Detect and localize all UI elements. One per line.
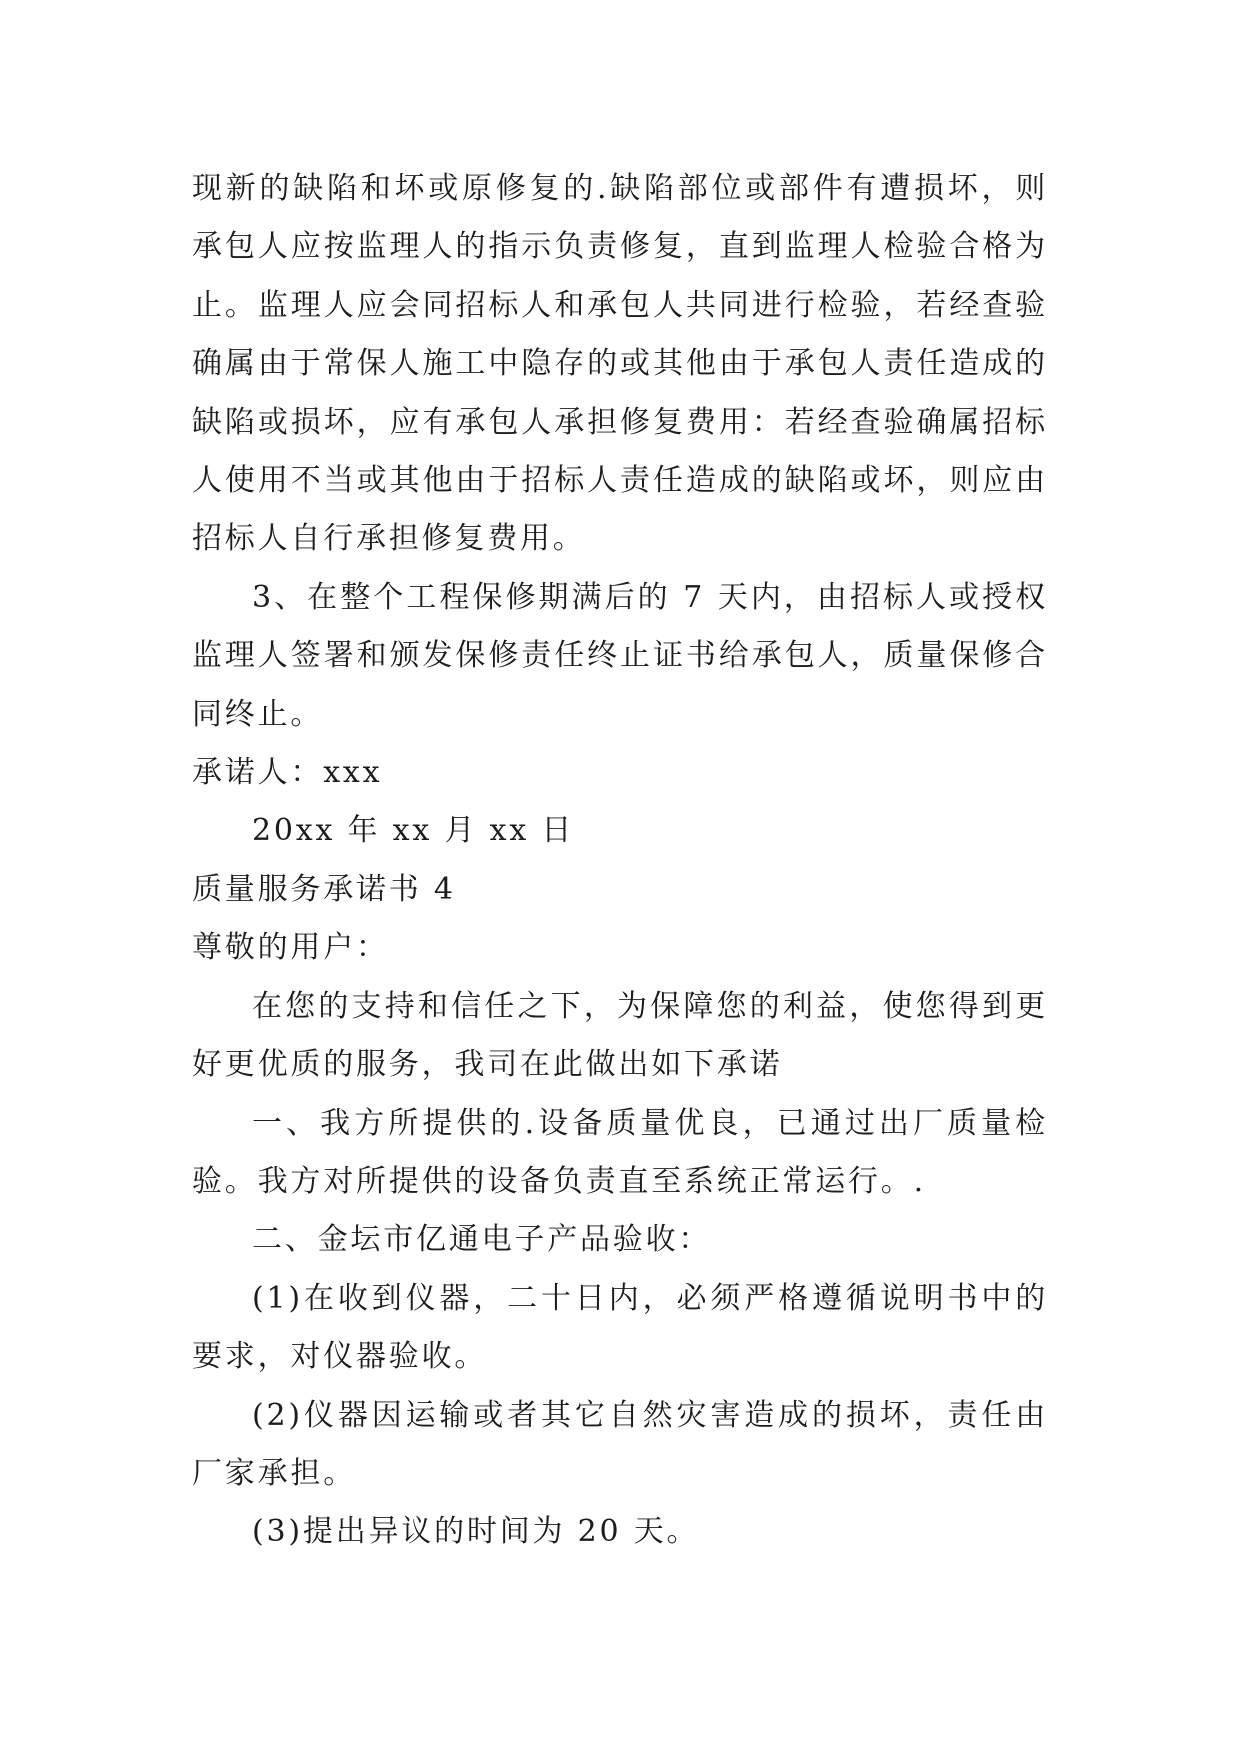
paragraph-item-one: 一、我方所提供的.设备质量优良，已通过出厂质量检验。我方对所提供的设备负责直至系统正常运行。. [192, 1105, 1048, 1199]
paragraph-subitem-3: (3)提出异议的时间为 20 天。 [252, 1514, 700, 1550]
paragraph-warranty-termination: 3、在整个工程保修期满后的 7 天内，由招标人或授权监理人签署和颁发保修责任终止证书给承包人，质量保修合同终止。 [192, 579, 1048, 732]
salutation: 尊敬的用户： [192, 930, 389, 966]
paragraph-warranty-repair: 现新的缺陷和坏或原修复的.缺陷部位或部件有遭损坏，则承包人应按监理人的指示负责修复，直到监理人检验合格为止。监理人应会同招标人和承包人共同进行检验，若经查验确属由于常保人施工中隐存的或其他由于承包人责任造成的缺陷或损坏，应有承包人承担修复费用：若经查验确属招标人使用不当或其他由于招标人责任造成的缺陷或坏，则应由招标人自行承担修复费用。 [192, 171, 1048, 557]
paragraph-item-two: 二、金坛市亿通电子产品验收： [252, 1222, 712, 1258]
paragraph-subitem-2: (2)仪器因运输或者其它自然灾害造成的损坏，责任由厂家承担。 [192, 1397, 1048, 1491]
date-line: 20xx 年 xx 月 xx 日 [252, 813, 575, 849]
promisor-line: 承诺人：xxx [192, 755, 383, 791]
paragraph-subitem-1: (1)在收到仪器，二十日内，必须严格遵循说明书中的要求，对仪器验收。 [192, 1280, 1048, 1375]
section-title: 质量服务承诺书 4 [192, 871, 456, 907]
document-body [192, 160, 1048, 1562]
paragraph-intro: 在您的支持和信任之下，为保障您的利益，使您得到更好更优质的服务，我司在此做出如下承诺 [192, 988, 1048, 1083]
